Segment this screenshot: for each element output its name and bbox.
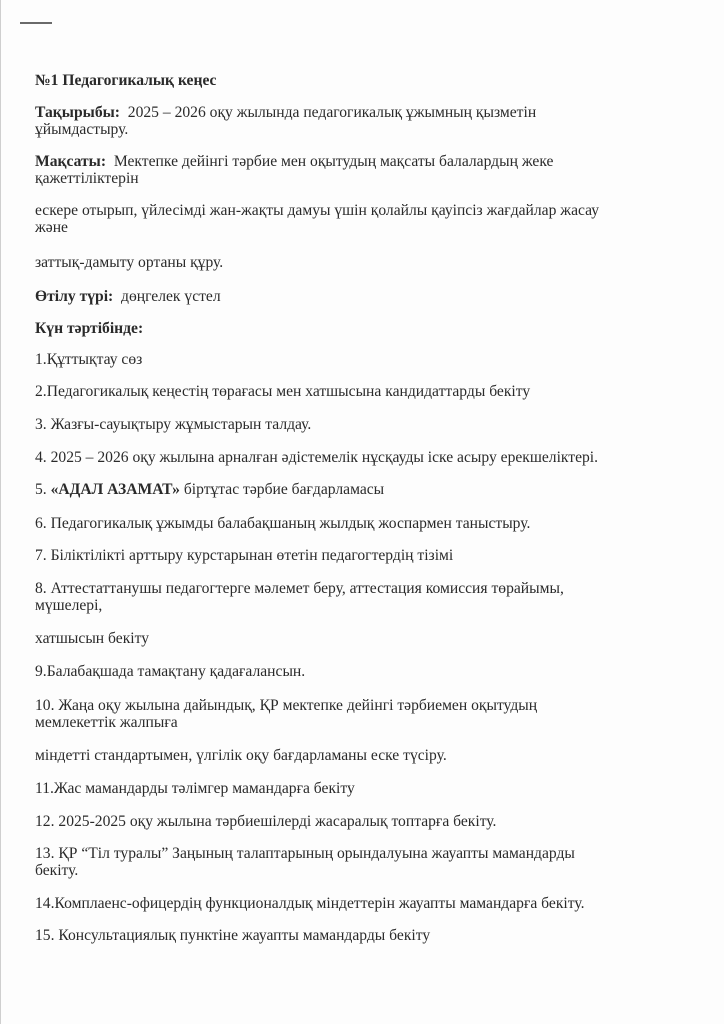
agenda-item-6: 6. Педагогикалық ұжымды балабақшаның жылдық жоспармен таныстыру. — [35, 515, 531, 532]
agenda-item-9: 9.Балабақшада тамақтану қадағалансын. — [35, 663, 306, 680]
agenda-item-12: 12. 2025-2025 оқу жылына тәрбиешілерді жасаралық топтарға бекіту. — [35, 813, 497, 830]
goal-line-4: және — [35, 219, 68, 236]
agenda-item-10-line-1: 10. Жаңа оқу жылына дайындық, ҚР мектепке дейінгі тәрбиемен оқытудың — [35, 697, 538, 714]
agenda-item-5 — [35, 481, 384, 499]
format-text: дөңгелек үстел — [121, 288, 221, 305]
topic-text: 2025 – 2026 оқу жылында педагогикалық ұжымның қызметін — [127, 104, 537, 121]
format-label: Өтілу түрі: — [35, 288, 114, 305]
agenda-item-5-prefix: 5. — [35, 481, 51, 498]
goal-line-5: заттық-дамыту ортаны құру. — [35, 254, 224, 271]
topic-label: Тақырыбы: — [35, 104, 120, 121]
agenda-item-10-line-3: міндетті стандартымен, үлгілік оқу бағдарламаны еске түсіру. — [35, 747, 447, 764]
goal-line-3: ескере отырып, үйлесімді жан-жақты дамуы үшін қолайлы қауіпсіз жағдайлар жасау — [35, 202, 600, 219]
program-name: «АДАЛ АЗАМАТ» — [50, 481, 180, 498]
topic-line-2: ұйымдастыру. — [35, 121, 129, 138]
agenda-item-1: 1.Құттықтау сөз — [35, 351, 143, 368]
document-title: №1 Педагогикалық кеңес — [35, 72, 217, 89]
agenda-item-2: 2.Педагогикалық кеңестің төрағасы мен хатшысына кандидаттарды бекіту — [35, 383, 531, 400]
agenda-item-11: 11.Жас мамандарды тәлімгер мамандарға бекіту — [35, 780, 355, 797]
agenda-item-8-line-3: хатшысын бекіту — [35, 630, 150, 647]
agenda-item-13-line-1: 13. ҚР “Тіл туралы” Заңының талаптарының орындалуына жауапты мамандарды — [35, 845, 575, 862]
agenda-item-10-line-2: мемлекеттік жалпыға — [35, 714, 178, 731]
agenda-item-14: 14.Комплаенс-офицердің функционалдық міндеттерін жауапты мамандарға бекіту. — [35, 895, 585, 912]
goal-line-1 — [35, 153, 553, 171]
agenda-item-15: 15. Консультациялық пунктіне жауапты мамандарды бекіту — [35, 927, 431, 944]
agenda-item-8-line-2: мүшелері, — [35, 597, 103, 614]
goal-text: Мектепке дейінгі тәрбие мен оқытудың мақсаты балалардың жеке — [113, 153, 554, 170]
agenda-item-8-line-1: 8. Аттестаттанушы педагогтерге мәлемет беру, аттестация комиссия төрайымы, — [35, 580, 564, 597]
topic-line-1 — [35, 104, 536, 122]
goal-label: Мақсаты: — [35, 153, 107, 170]
agenda-heading: Күн тәртібінде: — [35, 320, 144, 337]
format-line — [35, 288, 221, 306]
agenda-item-7: 7. Біліктілікті арттыру курстарынан өтетін педагогтердің тізімі — [35, 547, 454, 564]
agenda-item-4: 4. 2025 – 2026 оқу жылына арналған әдістемелік нұсқауды іске асыру ерекшеліктері. — [35, 449, 599, 466]
goal-line-2: қажеттіліктерін — [35, 170, 139, 187]
agenda-item-3: 3. Жазғы-сауықтыру жұмыстарын талдау. — [35, 416, 312, 433]
agenda-item-13-line-2: бекіту. — [35, 862, 79, 879]
agenda-item-5-suffix: біртұтас тәрбие бағдарламасы — [179, 481, 385, 498]
scan-dash-mark — [20, 22, 52, 24]
